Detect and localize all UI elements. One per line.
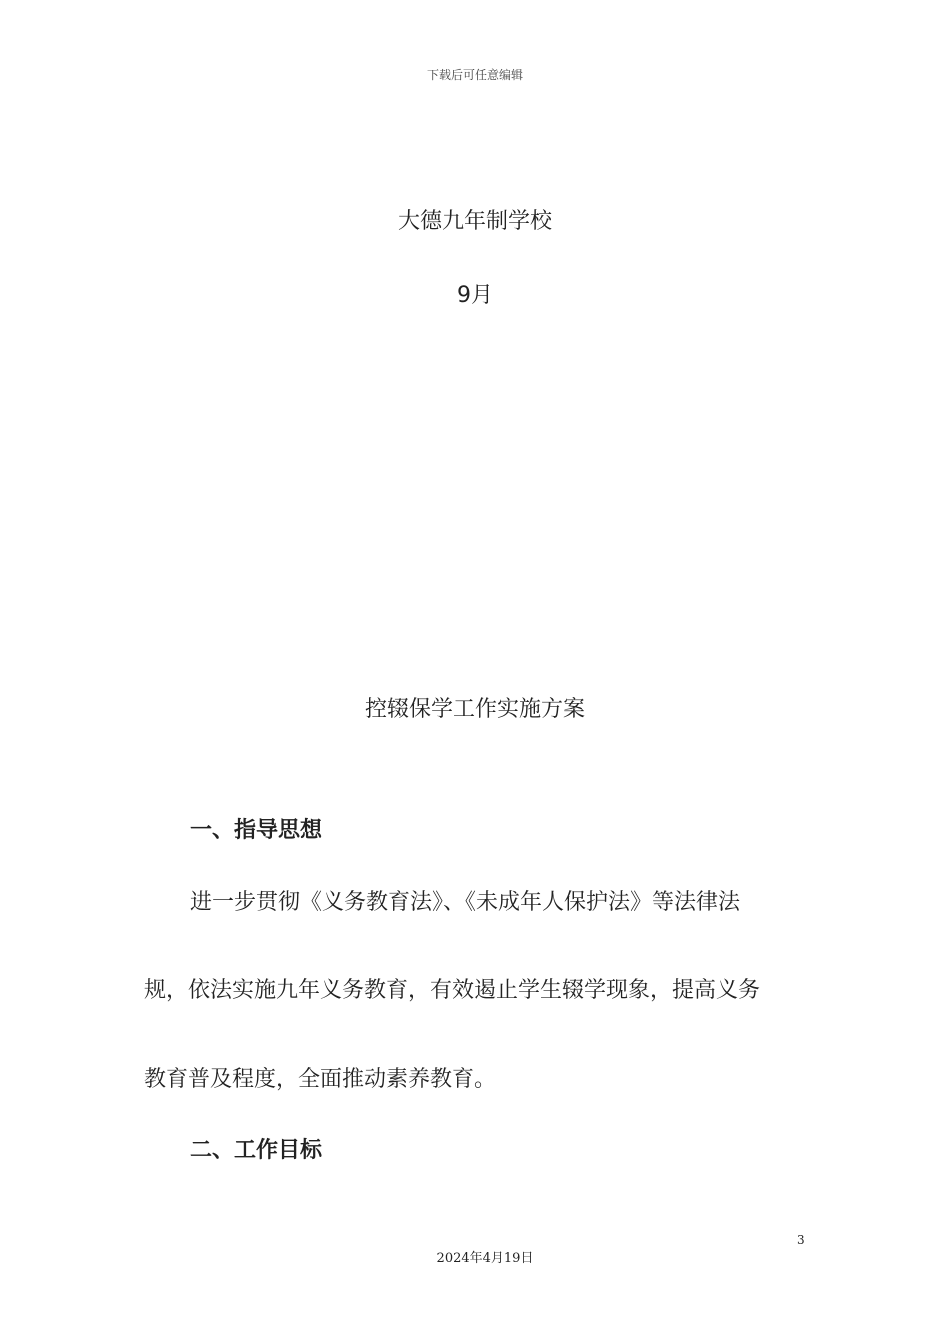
section-heading-work-goals: 二、工作目标 [190, 1138, 323, 1163]
document-title: 控辍保学工作实施方案 [364, 697, 585, 722]
paragraph-line: 规，依法实施九年义务教育，有效遏止学生辍学现象，提高义务 [144, 978, 761, 1003]
school-name: 大德九年制学校 [397, 209, 552, 234]
header-note: 下载后可任意编辑 [426, 68, 523, 82]
cover-month: 9月 [457, 283, 493, 308]
paragraph-line: 进一步贯彻《义务教育法》、《未成年人保护法》等法律法 [190, 890, 741, 915]
page-number: 3 [797, 1233, 805, 1247]
section-heading-guiding-ideology: 一、指导思想 [190, 818, 323, 843]
footer-date: 2024年4月19日 [436, 1251, 534, 1266]
paragraph-line: 教育普及程度，全面推动素养教育。 [144, 1067, 497, 1092]
